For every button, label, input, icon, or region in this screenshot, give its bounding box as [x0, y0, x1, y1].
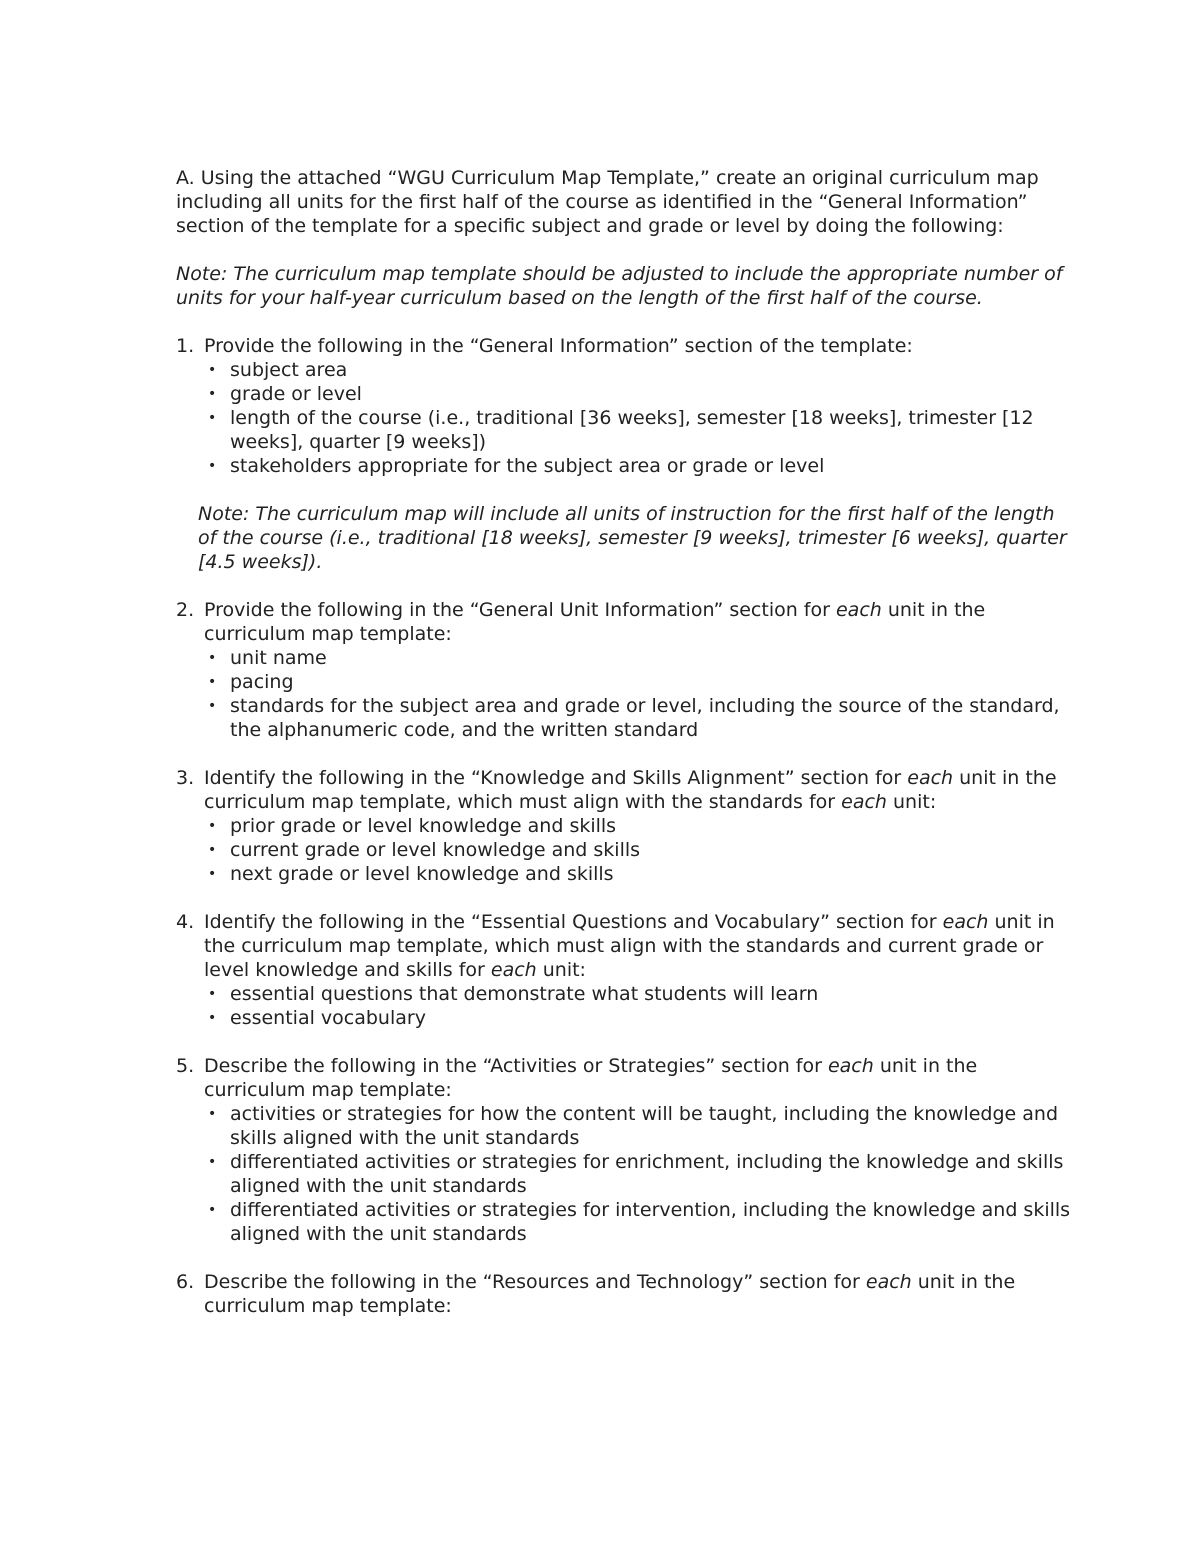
bullet-item: • essential vocabulary [204, 1006, 1076, 1030]
item-lead [204, 766, 1076, 814]
bullet-list [204, 982, 1076, 1030]
bullet-item: • differentiated activities or strategies for enrichment, including the knowledge and skills aligned with the unit standards [204, 1150, 1076, 1198]
item-body [204, 1054, 1076, 1246]
item-number: 3. [176, 767, 195, 789]
item-number: 1. [176, 335, 195, 357]
list-item-4 [176, 910, 1076, 1030]
bullet-item: • unit name [204, 646, 1076, 670]
item-body [198, 334, 1076, 574]
item-number: 6. [176, 1271, 195, 1293]
bullet-item: • next grade or level knowledge and skills [204, 862, 1076, 886]
item-lead-text: unit in the curriculum map template: [204, 1271, 1016, 1317]
item-lead-text: unit in the curriculum map template: [204, 599, 986, 645]
item-lead-text: unit in the curriculum map template: [204, 1055, 978, 1101]
item-lead-emphasis: each [907, 767, 954, 789]
bullet-item: • essential questions that demonstrate what students will learn [204, 982, 1076, 1006]
bullet-list [204, 814, 1076, 886]
item-body [204, 766, 1076, 886]
list-item-1 [176, 334, 1076, 574]
item-lead-emphasis: each [841, 791, 887, 813]
bullet-list [204, 358, 1076, 478]
item-lead [204, 1270, 1076, 1318]
item-lead-text: Describe the following in the “Resources and Technology” section for [204, 1271, 866, 1293]
bullet-item: • pacing [204, 670, 1076, 694]
item-lead-text: unit: [886, 791, 937, 813]
bullet-item: • length of the course (i.e., traditional [36 weeks], semester [18 weeks], trimester [12 weeks], quarter [9 weeks]) [204, 406, 1076, 454]
item-lead-text: Identify the following in the “Essential Questions and Vocabulary” section for [204, 911, 943, 933]
item-number: 2. [176, 599, 195, 621]
item-number: 4. [176, 911, 195, 933]
document-body [176, 166, 1076, 1342]
intro-paragraph: A. Using the attached “WGU Curriculum Map Template,” create an original curriculum map including all units for the first half of the course as identified in the “General Information” section of the template for a specific subject and grade or level by doing the following: [176, 167, 1039, 237]
item-lead-text: Provide the following in the “General Information” section of the template: [204, 335, 913, 357]
bullet-list [204, 646, 1076, 742]
bullet-item: • differentiated activities or strategies for intervention, including the knowledge and skills aligned with the unit standards [204, 1198, 1076, 1246]
item-lead [204, 598, 1076, 646]
bullet-item: • current grade or level knowledge and skills [204, 838, 1076, 862]
item-lead-text: Identify the following in the “Knowledge and Skills Alignment” section for [204, 767, 908, 789]
item-lead-text: unit in the curriculum map template, which must align with the standards and current grade or level knowledge and skills for [204, 911, 1055, 981]
item-lead-text: unit in the curriculum map template, which must align with the standards for [204, 767, 1057, 813]
list-item-6 [176, 1270, 1076, 1318]
bullet-item: • activities or strategies for how the content will be taught, including the knowledge and skills aligned with the unit standards [204, 1102, 1076, 1150]
item-lead-text: unit: [536, 959, 586, 981]
item-lead-emphasis: each [827, 1055, 874, 1077]
item-lead-text: Describe the following in the “Activities or Strategies” section for [204, 1055, 828, 1077]
item-lead-emphasis: each [490, 959, 537, 981]
item-lead [204, 1054, 1076, 1102]
item-lead-emphasis: each [835, 599, 882, 621]
list-item-5 [176, 1054, 1076, 1246]
bullet-item: • standards for the subject area and grade or level, including the source of the standard, the alphanumeric code, and the written standard [204, 694, 1076, 742]
item-lead [204, 910, 1076, 982]
item-body [204, 598, 1076, 742]
template-note: Note: The curriculum map template should be adjusted to include the appropriate number of units for your half-year curriculum based on the length of the first half of the course. [176, 263, 1063, 309]
bullet-item: • prior grade or level knowledge and skills [204, 814, 1076, 838]
item-lead-emphasis: each [942, 911, 989, 933]
item-body [204, 1270, 1076, 1318]
bullet-list [204, 1102, 1076, 1246]
bullet-item: • stakeholders appropriate for the subject area or grade or level [204, 454, 1076, 478]
item-number: 5. [176, 1055, 195, 1077]
item-lead-text: Provide the following in the “General Unit Information” section for [204, 599, 836, 621]
list-item-3 [176, 766, 1076, 886]
length-note: Note: The curriculum map will include all units of instruction for the first half of the length of the course (i.e., traditional [18 weeks], semester [9 weeks], trimester [6 weeks], quarter [4.5 weeks]). [198, 503, 1067, 573]
bullet-item: • grade or level [204, 382, 1076, 406]
item-lead-emphasis: each [865, 1271, 912, 1293]
item-lead [204, 334, 1076, 358]
bullet-item: • subject area [204, 358, 1076, 382]
list-item-2 [176, 598, 1076, 742]
item-body [204, 910, 1076, 1030]
